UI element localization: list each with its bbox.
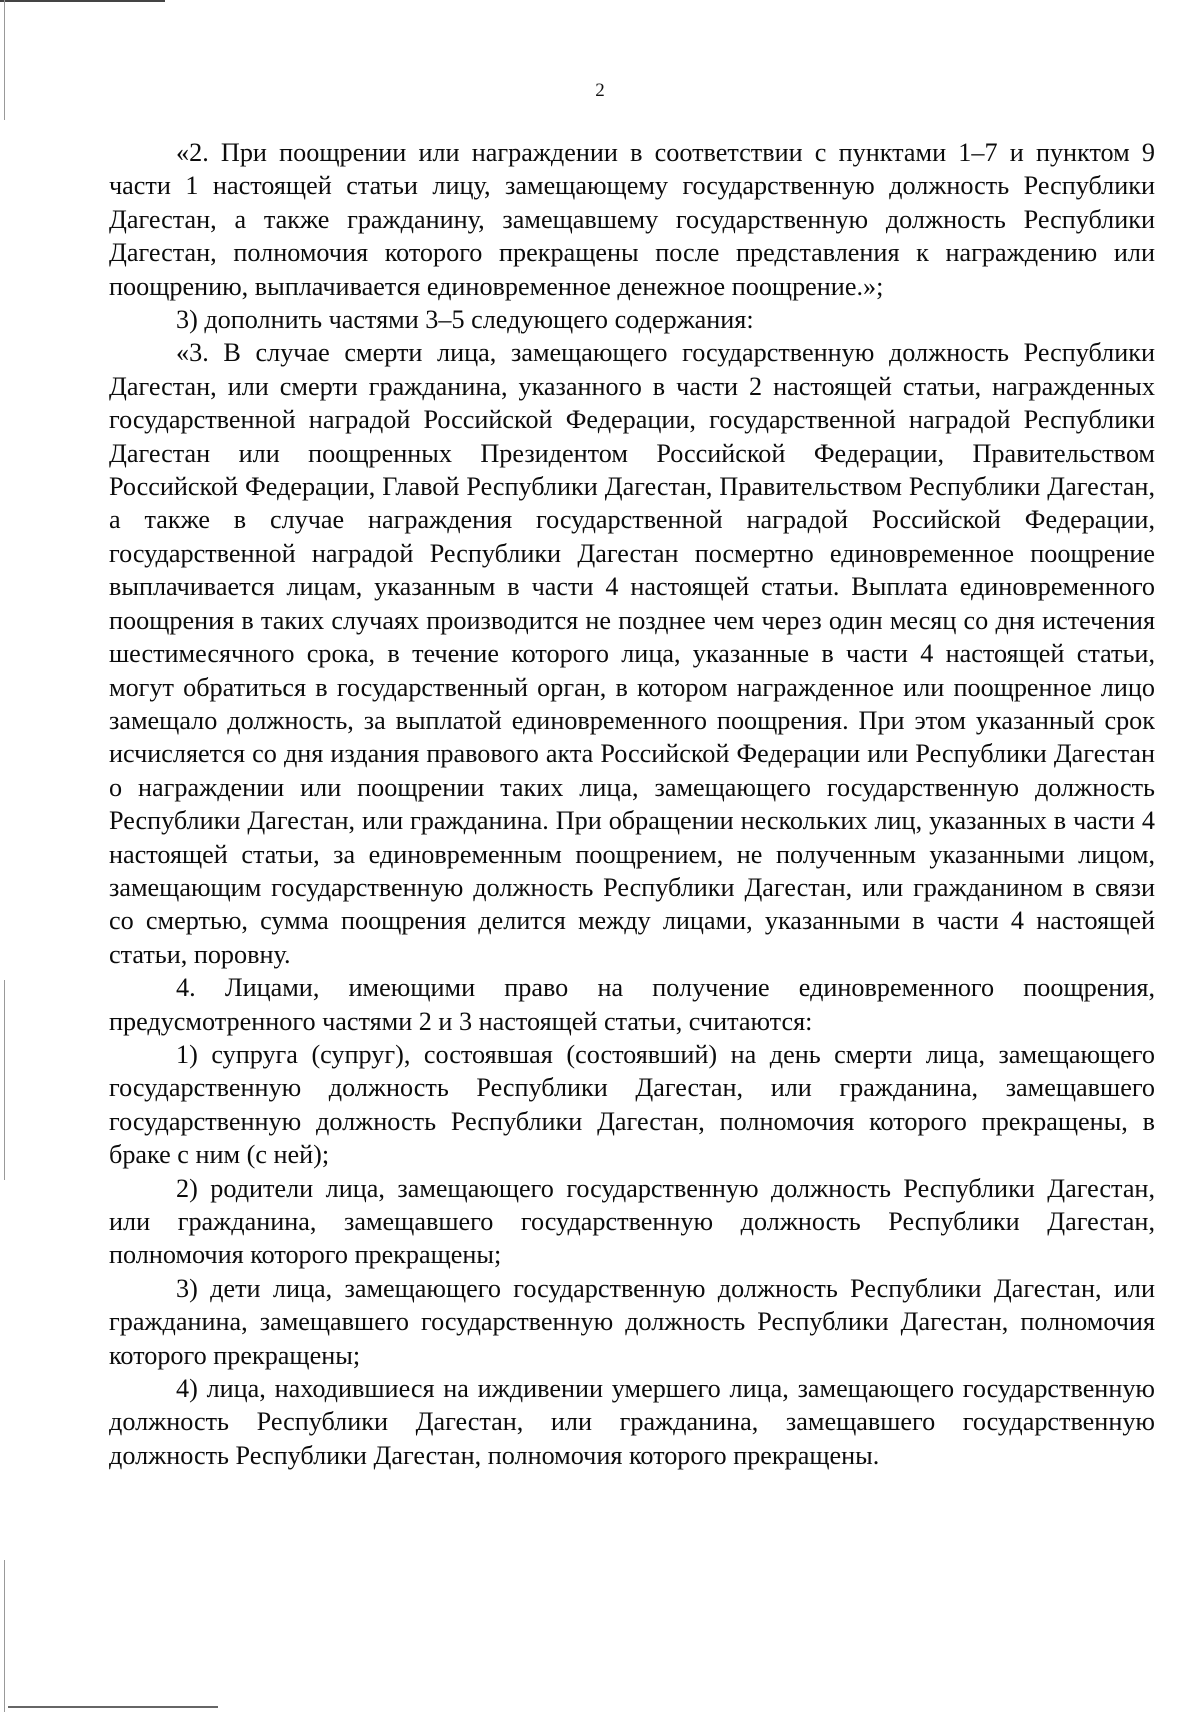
paragraph: 3) дополнить частями 3–5 следующего содержания: — [176, 305, 754, 335]
paragraph: 2) родители лица, замещающего государственную должность Республики Дагестан, или гражданина, замещавшего государственную должность Республики Дагестан, полномочия которого прекращены; — [109, 1173, 1155, 1270]
page-number: 2 — [595, 80, 605, 101]
scan-edge-top — [0, 0, 165, 2]
paragraph: 1) супруга (супруг), состоявшая (состоявший) на день смерти лица, замещающего государственную должность Республики Дагестан, или гражданина, замещавшего государственную должность Республики Дагестан, полномочия которого прекращены, в браке с ним (с ней); — [109, 1039, 1155, 1170]
document-body — [109, 136, 1155, 1472]
scan-edge-left — [4, 980, 5, 1180]
paragraph: «3. В случае смерти лица, замещающего государственную должность Республики Дагестан, или смерти гражданина, указанного в части 2 настоящей статьи, награжденных государственной наградой Российской Федерации, государственной наградой Республики Дагестан или поощренных Президентом Российской Федерации, Правительством Российской Федерации, Главой Республики Дагестан, Правительством Республики Дагестан, а также в случае награждения государственной наградой Российской Федерации, государственной наградой Республики Дагестан посмертно единовременное поощрение выплачивается лицам, указанным в части 4 настоящей статьи. Выплата единовременного поощрения в таких случаях производится не позднее чем через один месяц со дня истечения шестимесячного срока, в течение которого лица, указанные в части 4 настоящей статьи, могут обратиться в государственный орган, в котором награжденное или поощренное лицо замещало должность, за выплатой единовременного поощрения. При этом указанный срок исчисляется со дня издания правового акта Российской Федерации или Республики Дагестан о награждении или поощрении таких лица, замещающего государственную должность Республики Дагестан, или гражданина. При обращении нескольких лиц, указанных в части 4 настоящей статьи, за единовременным поощрением, не полученным указанными лицом, замещающим государственную должность Республики Дагестан, или гражданином в связи со смертью, сумма поощрения делится между лицами, указанными в части 4 настоящей статьи, поровну. — [109, 338, 1155, 969]
paragraph: 4. Лицами, имеющими право на получение единовременного поощрения, предусмотренного частями 2 и 3 настоящей статьи, считаются: — [109, 973, 1155, 1036]
scan-edge-left — [4, 0, 5, 120]
paragraph: «2. При поощрении или награждении в соответствии с пунктами 1–7 и пунктом 9 части 1 настоящей статьи лицу, замещающему государственную должность Республики Дагестан, а также гражданину, замещавшему государственную должность Республики Дагестан, полномочия которого прекращены после представления к награждению или поощрению, выплачивается единовременное денежное поощрение.»; — [109, 138, 1155, 301]
paragraph: 4) лица, находившиеся на иждивении умершего лица, замещающего государственную должность Республики Дагестан, или гражданина, замещавшего государственную должность Республики Дагестан, полномочия которого прекращены. — [109, 1374, 1155, 1470]
scan-edge-left — [4, 1560, 5, 1712]
paragraph: 3) дети лица, замещающего государственную должность Республики Дагестан, или гражданина, замещавшего государственную должность Республики Дагестан, полномочия которого прекращены; — [109, 1273, 1155, 1370]
scan-edge-bottom — [8, 1706, 218, 1708]
